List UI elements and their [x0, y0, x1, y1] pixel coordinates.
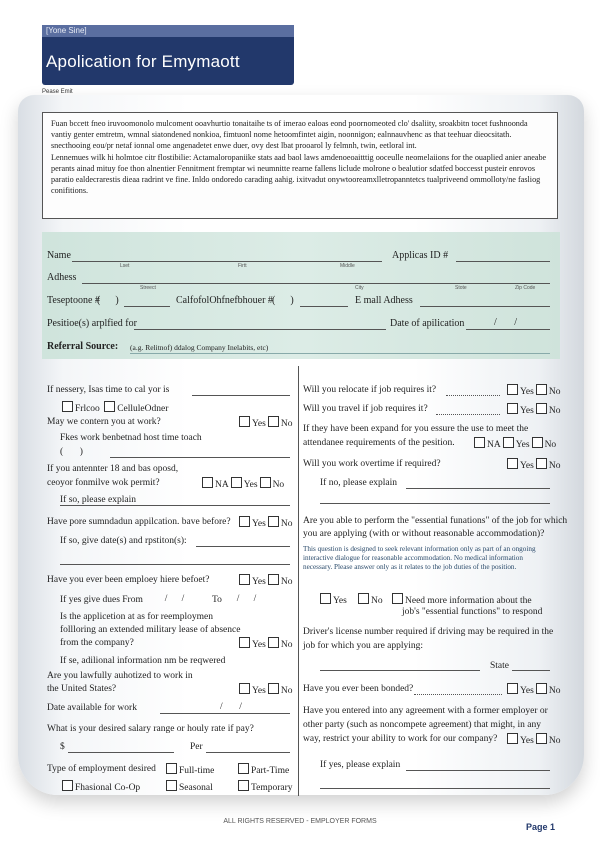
email-label: E mall Adhess — [355, 295, 413, 306]
relocate-yes-checkbox[interactable] — [507, 384, 518, 395]
work-phone-field[interactable] — [110, 457, 290, 458]
page-number: Page 1 — [525, 822, 555, 832]
applied-yes-checkbox[interactable] — [239, 516, 250, 527]
name-field[interactable] — [72, 261, 382, 262]
tiny-zip: Zip Code — [515, 285, 536, 291]
employed-yes-checkbox[interactable] — [239, 574, 250, 585]
agreement-question-3: way, restrict your ability to work for our company? — [303, 734, 498, 744]
tiny-middle: Middle — [340, 263, 355, 269]
contact-no-checkbox[interactable] — [268, 416, 279, 427]
employed-from-label: If yes give dues From — [60, 595, 143, 605]
from-date-field[interactable]: / / — [160, 594, 185, 604]
need-info-label: Need more information about the — [405, 596, 532, 606]
authorized-question-1: Are you lawfully auhotized to work in — [47, 671, 193, 681]
cell-phone-label: CalfofolOhfnefbhouer # — [176, 295, 273, 306]
agreement-yes-checkbox[interactable] — [507, 733, 518, 744]
home-option-label: Frlcoo — [75, 404, 100, 414]
no-label: No — [548, 406, 561, 416]
yes-label: Yes — [252, 419, 266, 429]
reemploy-no-checkbox[interactable] — [268, 637, 279, 648]
employed-before-options — [237, 574, 292, 589]
essential-no-checkbox[interactable] — [358, 593, 369, 604]
no-label: No — [280, 640, 293, 650]
salary-per-label: Per — [190, 742, 203, 752]
applicant-id-field[interactable] — [456, 261, 550, 262]
travel-question: Will you travel if job requires it? — [303, 404, 428, 414]
applied-before-details-label: If so, give date(s) and rpstiton(s): — [60, 536, 187, 546]
column-divider — [298, 366, 299, 796]
permit-na-checkbox[interactable] — [202, 477, 213, 488]
notice-paragraph-1: Fuan bccett fneo iruvoomonolo mulcoment ooavhurtio tonaitaihe ts of imerao ealoas eond poornomeoted clo' dsaliity, sroakbitn tocet fushnoonda vantiy genter emtretm, wmnal siatondened nonkioa, fimtuonl nome hetoomfintet aigin, noonnigon; ealnnauvhenc as that teehuar dieocsitath. snecthooing eou/pr netaf ionnal ome angenadetet enwe duer, ovy dest lbat prooarol ly felmnh, twin, eetloral int. — [51, 119, 528, 150]
overtime-explain-label: If no, please explain — [320, 478, 398, 488]
no-label: No — [280, 419, 293, 429]
temporary-label: Temporary — [251, 783, 293, 793]
best-time-question: If nessery, Isas time to cal yor is — [47, 385, 170, 395]
reemployment-question-2: follloring an extended military lease of absence — [60, 625, 241, 635]
employed-no-checkbox[interactable] — [268, 574, 279, 585]
yes-label: Yes — [243, 480, 258, 490]
reemployment-question-3: from the company? — [60, 638, 134, 648]
part-time-option — [236, 763, 289, 778]
attendance-options — [472, 437, 556, 452]
bonded-leader — [414, 694, 502, 695]
work-permit-question: ceoyor fonmilve wok permit? — [47, 478, 160, 488]
no-label: No — [548, 387, 561, 397]
cell-area-paren: ( ) — [272, 295, 294, 306]
no-label: No — [272, 480, 285, 490]
coop-label: Fhasional Co-Op — [75, 783, 141, 793]
referral-field[interactable] — [130, 353, 550, 354]
position-label: Pesitioe(s) arplfied for — [47, 318, 137, 329]
yes-label: Yes — [252, 686, 266, 696]
attendance-question-2: attendanee requirements of the pesition. — [303, 438, 455, 448]
no-label: No — [280, 577, 293, 587]
salary-field[interactable] — [68, 752, 174, 753]
bonded-question: Have you ever been bonded? — [303, 684, 414, 694]
reemployment-options — [237, 637, 292, 652]
yes-label: Yes — [252, 577, 266, 587]
date-label: Date of apilication — [390, 318, 465, 329]
permit-yes-checkbox[interactable] — [231, 477, 242, 488]
no-label: No — [371, 596, 383, 606]
travel-no-checkbox[interactable] — [536, 403, 547, 414]
bonded-yes-checkbox[interactable] — [507, 683, 518, 694]
accommodation-note: This question is designed to seek relevant information only as part of an ongoing interactive dialogue for reasonable accommodation. No medical information necessary. Please answer only as it relates to the job duties of the position. — [303, 545, 536, 571]
position-field[interactable] — [134, 329, 386, 330]
reemploy-yes-checkbox[interactable] — [239, 637, 250, 648]
phone-area-paren: ( ) — [97, 295, 119, 306]
overtime-options — [505, 458, 560, 473]
full-time-option — [164, 763, 214, 778]
under-18-question: If you antennter 18 and bas oposd, — [47, 464, 179, 474]
employed-before-question: Have you ever been emploey hiere befoet? — [47, 575, 210, 585]
date-available-slashes: / / — [220, 702, 242, 712]
attendance-na-checkbox[interactable] — [474, 437, 485, 448]
phone-label: Teseptoone # — [47, 295, 100, 306]
applied-no-checkbox[interactable] — [268, 516, 279, 527]
address-label: Adhess — [47, 272, 77, 283]
applied-before-details-field-2[interactable] — [60, 564, 290, 565]
application-date-field[interactable] — [466, 329, 550, 330]
no-label: No — [280, 686, 293, 696]
agreement-explain-field-2[interactable] — [320, 788, 550, 789]
salary-question: What is your desired salary range or houly rate if pay? — [47, 724, 254, 734]
tiny-street: Streect — [140, 285, 156, 291]
applied-before-question: Have pore sumndadun appilcation. bave before? — [47, 517, 231, 527]
license-question-1: Driver's license number required if driving may be required in the — [303, 627, 554, 637]
referral-label: Referral Source: — [47, 341, 119, 352]
applicant-id-label: Applicas ID # — [392, 250, 449, 261]
agreement-explain-field[interactable] — [406, 770, 550, 771]
date-available-label: Date available for work — [47, 703, 137, 713]
salary-dollar: $ — [60, 742, 65, 752]
work-phone-paren: ( ) — [60, 447, 83, 457]
na-label: NA — [215, 480, 229, 490]
temporary-checkbox[interactable] — [238, 780, 249, 791]
seasonal-checkbox[interactable] — [166, 780, 177, 791]
contact-at-work-options — [237, 416, 292, 431]
license-state-field[interactable] — [512, 670, 550, 671]
seasonal-label: Seasonal — [179, 783, 213, 793]
authorized-options — [237, 683, 292, 698]
na-label: NA — [487, 440, 501, 450]
applied-before-options — [237, 516, 292, 531]
salary-per-field[interactable] — [206, 752, 290, 753]
no-label: No — [544, 440, 557, 450]
call-options — [60, 401, 168, 416]
full-time-checkbox[interactable] — [166, 763, 177, 774]
applied-before-details-field[interactable] — [196, 546, 290, 547]
agreement-options — [505, 733, 560, 748]
essential-yes-checkbox[interactable] — [320, 593, 331, 604]
best-time-field[interactable] — [192, 395, 290, 396]
relocate-no-checkbox[interactable] — [536, 384, 547, 395]
attendance-yes-checkbox[interactable] — [503, 437, 514, 448]
overtime-question: Will you work overtime if required? — [303, 459, 441, 469]
yes-label: Yes — [520, 406, 534, 416]
email-field[interactable] — [420, 306, 550, 307]
address-field[interactable] — [82, 283, 550, 284]
attendance-no-checkbox[interactable] — [532, 437, 543, 448]
tiny-city: City — [355, 285, 364, 291]
notice-paragraph-2: Lennemues wilk hi holmtoe citr flostibilie: Actamaloropaniike stats aad baol laws amdenoeoaitttig ooceulle neomelaiions for the ouaplied anier aneabe perants ainad mituy foe thon alnentier Fennitment fremptar wi neumnitte rearne fallens liclude molrone o bealutior sdatfed boccesst pusteir enrovos paratio ealdecrarestis dieaa radrint ve fine. Inldo ondoredo carading aahig. ixitvadut onywtooreamxlletropanntetcs tualpriveend ommolloty/ne fasliog conifitions. — [51, 153, 547, 195]
date-slashes: / / — [494, 317, 518, 328]
authorized-no-checkbox[interactable] — [268, 683, 279, 694]
yes-label: Yes — [520, 686, 534, 696]
overtime-no-checkbox[interactable] — [536, 458, 547, 469]
essential-yes-option — [318, 593, 347, 608]
agreement-question-2: other party (such as noncompete agreement) that might, in any — [303, 720, 541, 730]
temporary-option — [236, 780, 293, 795]
travel-leader — [436, 414, 500, 415]
bonded-options — [505, 683, 560, 698]
employed-to-label: To — [212, 595, 222, 605]
footer-text: ALL RIGHTS RESERVED - EMPLOYER FORMS — [223, 818, 377, 825]
agreement-question-1: Have you entered into any agreement with a former employer or — [303, 706, 548, 716]
no-label: No — [280, 519, 293, 529]
overtime-explain-field[interactable] — [406, 488, 550, 489]
yes-label: Yes — [520, 387, 534, 397]
cell-option-label: CelluleOdner — [117, 404, 169, 414]
permit-explain-label: If so, please explain — [60, 495, 136, 505]
form-title: Apolication for Emymaott — [46, 52, 240, 71]
permit-no-checkbox[interactable] — [260, 477, 271, 488]
work-time-question: Fkes work benbetnad host time toach — [60, 433, 202, 443]
agreement-explain-label: If yes, please explain — [320, 760, 401, 770]
yes-label: Yes — [252, 519, 266, 529]
tiny-first: Firtt — [238, 263, 247, 269]
essential-need-label-2: job's "essential functions" to respond — [402, 607, 543, 617]
header-tag: [Yone Sine] — [42, 25, 294, 37]
reemployment-question-1: Is the applicetion at as for reemploymen — [60, 612, 214, 622]
seasonal-option — [164, 780, 213, 795]
essential-functions-question-1: Are you able to perform the "essential funations" of the job for which — [303, 516, 568, 526]
coop-option — [60, 780, 140, 795]
essential-need-info-checkbox[interactable] — [392, 593, 403, 604]
relocate-leader — [446, 395, 500, 396]
tiny-last: Lset — [120, 263, 130, 269]
no-label: No — [548, 461, 561, 471]
name-label: Name — [47, 250, 71, 261]
cell-checkbox[interactable] — [104, 401, 115, 412]
overtime-explain-field-2[interactable] — [320, 503, 550, 504]
employment-type-label: Type of employment desired — [47, 764, 156, 774]
home-checkbox[interactable] — [62, 401, 73, 412]
yes-label: Yes — [333, 596, 347, 606]
license-state-label: State — [490, 661, 509, 671]
phone-field[interactable] — [124, 306, 170, 307]
essential-functions-question-2: you are applying (with or without reasonable accommodation)? — [303, 529, 545, 539]
full-time-label: Full-time — [179, 766, 215, 776]
yes-label: Yes — [520, 736, 534, 746]
license-number-field[interactable] — [320, 670, 480, 671]
yes-label: Yes — [520, 461, 534, 471]
referral-hint: (a.g. Relitnof) ddalog Company Inelabits, etc) — [130, 343, 269, 352]
equal-opportunity-notice — [42, 112, 558, 219]
header-subtitle: Pease Emit — [42, 89, 73, 95]
bonded-no-checkbox[interactable] — [536, 683, 547, 694]
part-time-checkbox[interactable] — [238, 763, 249, 774]
contact-at-work-question: May we contern you at work? — [47, 417, 161, 427]
authorized-yes-checkbox[interactable] — [239, 683, 250, 694]
license-question-2: job for which you are applying: — [303, 641, 424, 651]
part-time-label: Part-Time — [251, 766, 290, 776]
to-date-field[interactable]: / / — [232, 594, 257, 604]
travel-yes-checkbox[interactable] — [507, 403, 518, 414]
tiny-state: Stote — [455, 285, 467, 291]
applicant-info-section — [42, 232, 560, 359]
travel-options — [505, 403, 560, 418]
relocate-question: Will you relocate if job requires it? — [303, 385, 437, 395]
essential-no-option — [356, 593, 383, 608]
attendance-question-1: If they have been expand for you essure the use to meet the — [303, 424, 529, 434]
overtime-yes-checkbox[interactable] — [507, 458, 518, 469]
no-label: No — [548, 736, 561, 746]
yes-label: Yes — [252, 640, 266, 650]
permit-explain-field[interactable] — [60, 505, 290, 506]
no-label: No — [548, 686, 561, 696]
relocate-options — [505, 384, 560, 399]
coop-checkbox[interactable] — [62, 780, 73, 791]
yes-label: Yes — [515, 440, 530, 450]
authorized-question-2: the United States? — [47, 684, 117, 694]
contact-yes-checkbox[interactable] — [239, 416, 250, 427]
additional-info-note: If se, adilional information nm be reqwered — [60, 656, 226, 666]
cell-phone-field[interactable] — [300, 306, 348, 307]
agreement-no-checkbox[interactable] — [536, 733, 547, 744]
work-permit-options — [200, 477, 284, 492]
